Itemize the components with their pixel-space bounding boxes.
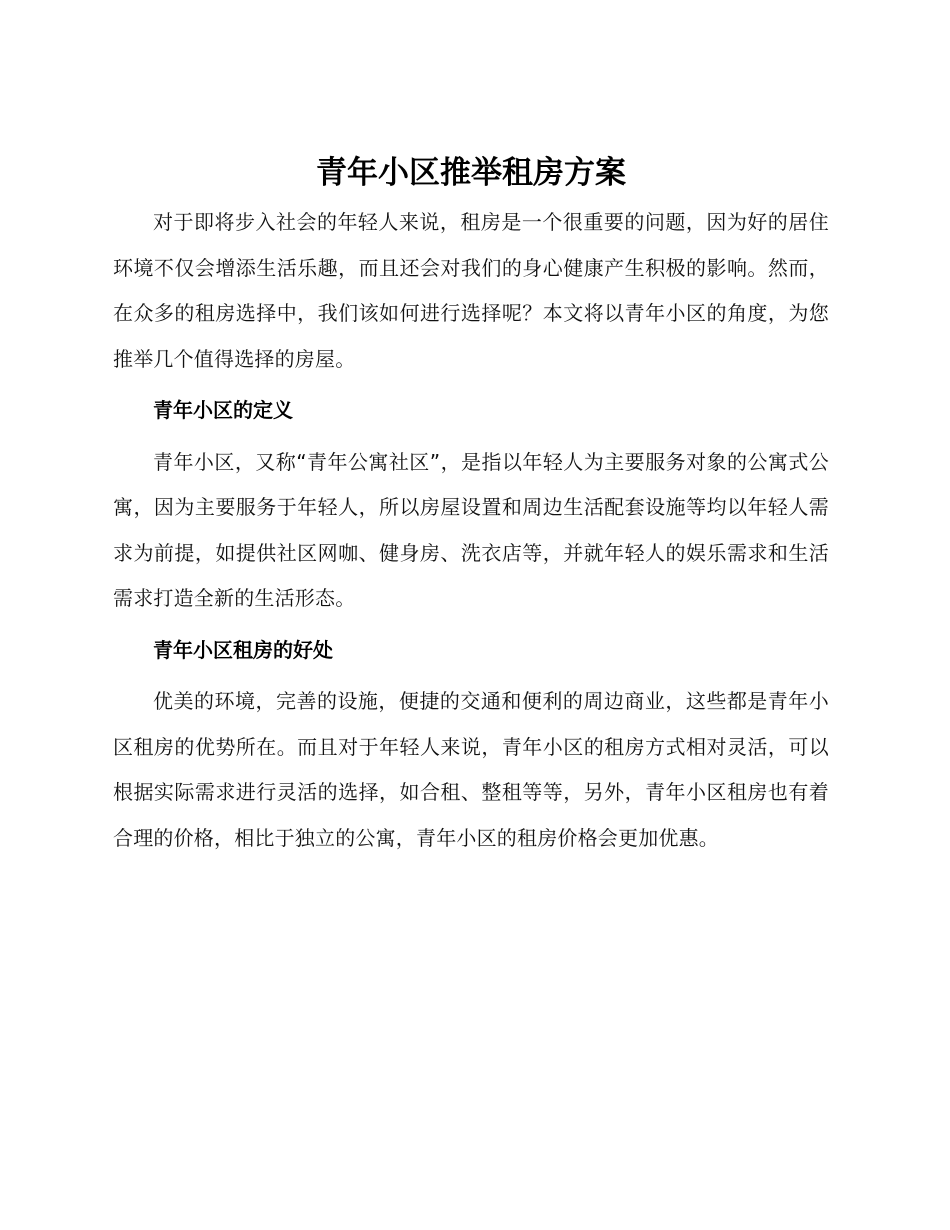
section-body-definition: 青年小区，又称“青年公寓社区”，是指以年轻人为主要服务对象的公寓式公寓，因为主要服务于年轻人，所以房屋设置和周边生活配套设施等均以年轻人需求为前提，如提供社区网咖、健身房、洗衣店等，并就年轻人的娱乐需求和生活需求打造全新的生活形态。 — [113, 449, 829, 610]
document-title: 青年小区推举租房方案 — [316, 155, 626, 191]
section-heading-definition: 青年小区的定义 — [153, 398, 293, 422]
document-content — [113, 150, 829, 861]
section-heading-benefits: 青年小区租房的好处 — [153, 637, 333, 662]
intro-paragraph: 对于即将步入社会的年轻人来说，租房是一个很重要的问题，因为好的居住环境不仅会增添生活乐趣，而且还会对我们的身心健康产生积极的影响。然而，在众多的租房选择中，我们该如何进行选择呢？本文将以青年小区的角度，为您推举几个值得选择的房屋。 — [113, 210, 829, 371]
section-body-benefits: 优美的环境，完善的设施，便捷的交通和便利的周边商业，这些都是青年小区租房的优势所在。而且对于年轻人来说，青年小区的租房方式相对灵活，可以根据实际需求进行灵活的选择，如合租、整租等等，另外，青年小区租房也有着合理的价格，相比于独立的公寓，青年小区的租房价格会更加优惠。 — [113, 689, 829, 850]
